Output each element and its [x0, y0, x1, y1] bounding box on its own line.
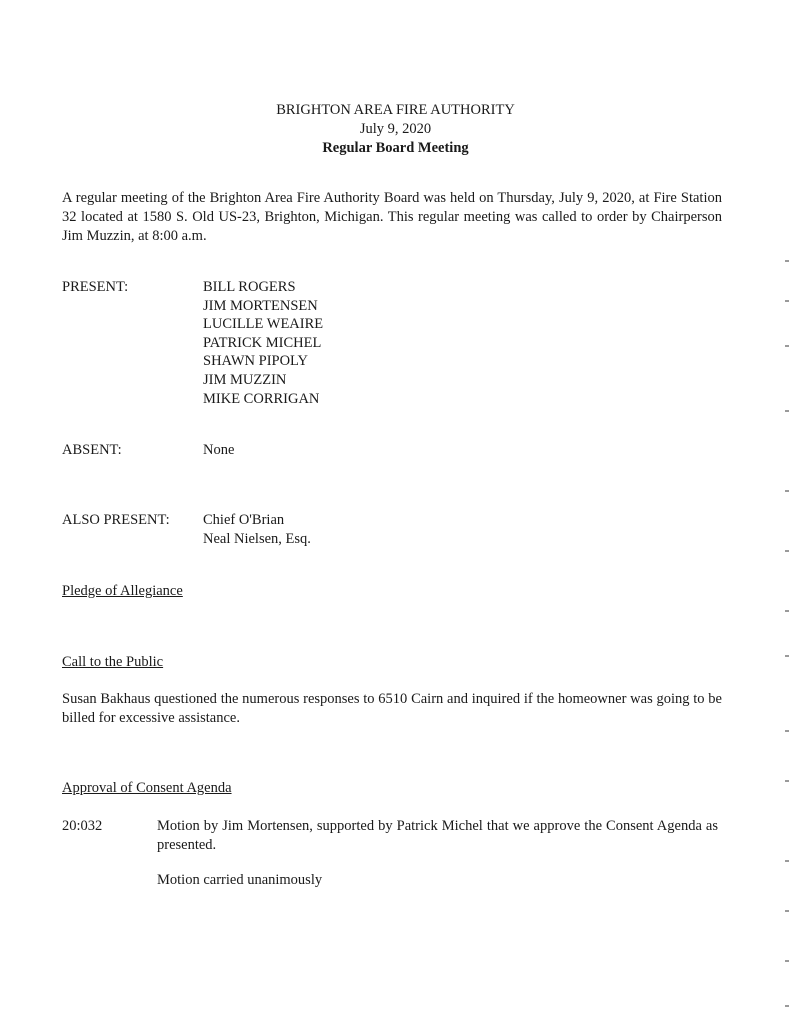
absent-label: ABSENT: [62, 442, 122, 458]
call-to-public-text: Susan Bakhaus questioned the numerous responses to 6510 Cairn and inquired if the homeowner was going to be billed for excessive assistance. [62, 691, 722, 726]
meeting-date: July 9, 2020 [359, 121, 432, 137]
list-item: Chief O'Brian [203, 512, 285, 528]
scan-edge-marks [781, 260, 789, 1020]
present-list [203, 278, 323, 408]
intro-paragraph: A regular meeting of the Brighton Area Fire Authority Board was held on Thursday, July 9, 2020, at Fire Station 32 located at 1580 S. Old US-23, Brighton, Michigan. This regular meeting was called to order by Chairperson Jim Muzzin, at 8:00 a.m. [62, 190, 722, 244]
document-header [0, 101, 791, 158]
also-present-label: ALSO PRESENT: [62, 512, 170, 528]
list-item: MIKE CORRIGAN [203, 390, 320, 407]
consent-agenda-heading: Approval of Consent Agenda [62, 780, 232, 796]
motion-text: Motion by Jim Mortensen, supported by Patrick Michel that we approve the Consent Agenda as presented. [157, 818, 718, 853]
meeting-type: Regular Board Meeting [322, 140, 469, 156]
pledge-heading: Pledge of Allegiance [62, 583, 183, 599]
list-item: LUCILLE WEAIRE [203, 316, 324, 333]
list-item: SHAWN PIPOLY [203, 353, 308, 370]
list-item: JIM MORTENSEN [203, 297, 318, 314]
also-present-list [203, 511, 311, 548]
call-to-public-heading: Call to the Public [62, 654, 164, 670]
absent-value: None [203, 442, 235, 458]
organization-title: BRIGHTON AREA FIRE AUTHORITY [276, 102, 515, 118]
motion-number: 20:032 [62, 818, 103, 834]
list-item: Neal Nielsen, Esq. [203, 530, 311, 547]
present-label: PRESENT: [62, 279, 129, 295]
list-item: PATRICK MICHEL [203, 334, 322, 351]
motion-result: Motion carried unanimously [157, 872, 323, 888]
list-item: JIM MUZZIN [203, 371, 287, 388]
list-item: BILL ROGERS [203, 279, 296, 295]
